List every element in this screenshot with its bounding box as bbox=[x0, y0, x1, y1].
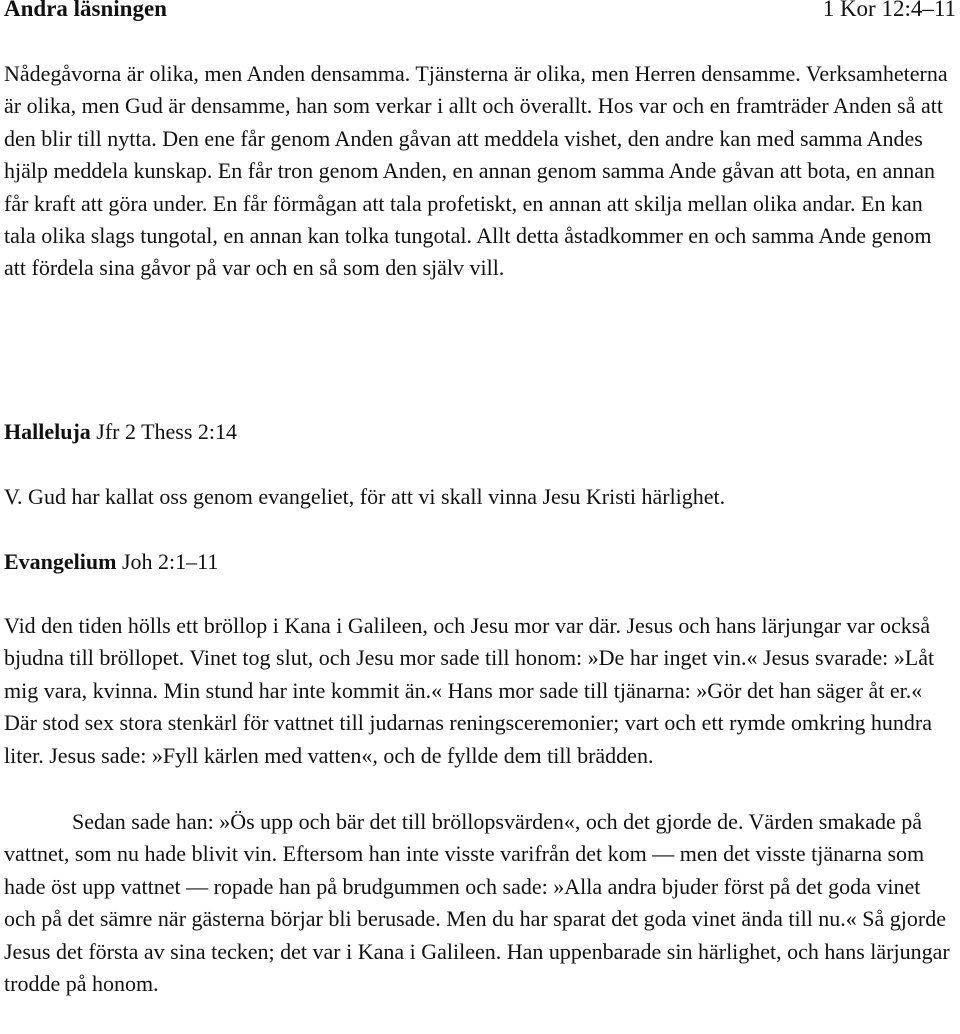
alleluia-reference: Jfr 2 Thess 2:14 bbox=[90, 419, 238, 444]
reading-title: Andra läsningen bbox=[4, 0, 167, 21]
alleluia-verse: V. Gud har kallat oss genom evangeliet, för att vi skall vinna Jesu Kristi härlighet. bbox=[4, 484, 726, 509]
alleluia-heading bbox=[4, 416, 956, 448]
gospel-paragraph-1: Vid den tiden hölls ett bröllop i Kana i Galileen, och Jesu mor var där. Jesus och hans lärjungar var också bjudna till bröllopet. Vinet tog slut, och Jesu mor sade till honom: »De har inget vin.« Jesus svarade: »Låt mig vara, kvinna. Min stund har inte kommit än.« Hans mor sade till tjänarna: »Gör det han säger åt er.« Där stod sex stora stenkärl för vattnet till judarnas reningsceremonier; vart och ett rymde omkring hundra liter. Jesus sade: »Fyll kärlen med vatten«, och de fyllde dem till brädden. bbox=[4, 613, 935, 768]
gospel-paragraph-2: Sedan sade han: »Ös upp och bär det till bröllopsvärden«, och det gjorde de. Värden smakade på vattnet, som nu hade blivit vin. Eftersom han inte visste varifrån det kom — men det visste tjänarna som hade öst upp vattnet — ropade han på brudgummen och sade: »Alla andra bjuder först på det goda vinet och på det sämre när gästerna börjar bli berusade. Men du har sparat det goda vinet ända till nu.« Så gjorde Jesus det första av sina tecken; det var i Kana i Galileen. Han uppenbarade sin härlighet, och hans lärjungar trodde på honom. bbox=[4, 809, 950, 997]
gospel-heading bbox=[4, 546, 956, 578]
reading-reference: 1 Kor 12:4–11 bbox=[822, 0, 956, 21]
gospel-reference: Joh 2:1–11 bbox=[116, 549, 219, 574]
alleluia-label: Halleluja bbox=[4, 419, 91, 444]
gospel-label: Evangelium bbox=[4, 549, 117, 574]
reading-header bbox=[4, 0, 956, 30]
second-reading-text: Nådegåvorna är olika, men Anden densamma. Tjänsterna är olika, men Herren densamme. Verksamheterna är olika, men Gud är densamme, han som verkar i allt och överallt. Hos var och en framträder Anden så att den blir till nytta. Den ene får genom Anden gåvan att meddela vishet, den andre kan med samma Andes hjälp meddela kunskap. En får tron genom Anden, en annan genom samma Ande gåvan att bota, en annan får kraft att göra under. En får förmågan att tala profetiskt, en annan att skilja mellan olika andar. En kan tala olika slags tungotal, en annan kan tolka tungotal. Allt detta åstadkommer en och samma Ande genom att fördela sina gåvor på var och en så som den själv vill. bbox=[4, 61, 948, 281]
